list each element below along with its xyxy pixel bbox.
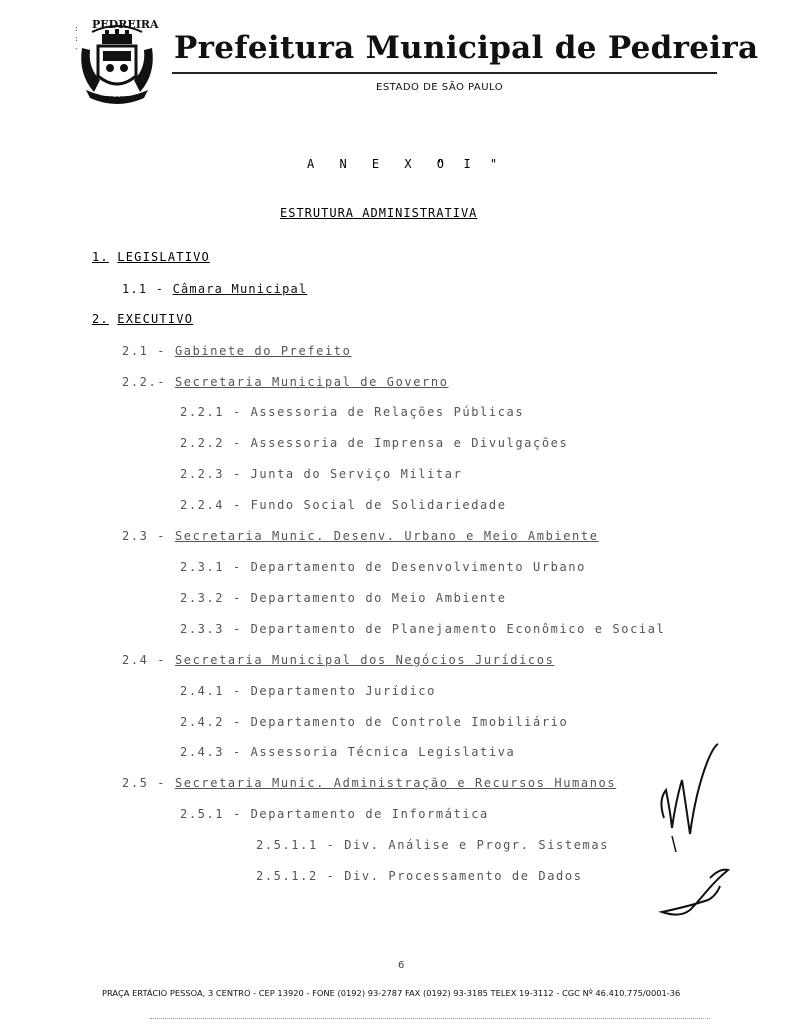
municipal-crest-icon: [78, 18, 156, 106]
item-title: Div. Processamento de Dados: [344, 869, 583, 883]
margin-marks: : : -: [74, 24, 79, 53]
list-item: [180, 745, 515, 759]
list-item: [180, 715, 568, 729]
list-item: [122, 776, 616, 790]
list-item: [256, 838, 609, 852]
item-title: Gabinete do Prefeito: [174, 344, 352, 358]
item-number: 2.3.3 -: [180, 622, 242, 636]
list-item: [180, 405, 524, 419]
section-legislativo: [92, 250, 210, 264]
item-title: Secretaria Municipal dos Negócios Jurídicos: [174, 653, 555, 667]
item-title: Fundo Social de Solidariedade: [250, 498, 507, 512]
list-item: [180, 467, 462, 481]
item-title: Secretaria Munic. Desenv. Urbano e Meio Ambiente: [174, 529, 599, 543]
document-heading: ESTRUTURA ADMINISTRATIVA: [280, 206, 478, 220]
title-underline: [172, 72, 717, 74]
item-number: 2.5.1 -: [180, 807, 242, 821]
item-title: Junta do Serviço Militar: [250, 467, 463, 481]
section-title: EXECUTIVO: [117, 312, 194, 326]
list-item: [122, 282, 307, 296]
item-number: 2.2.-: [122, 375, 167, 389]
item-number: 2.5.1.2 -: [256, 869, 336, 883]
item-title: Departamento de Controle Imobiliário: [250, 715, 569, 729]
item-number: 2.4.3 -: [180, 745, 242, 759]
item-title: Secretaria Municipal de Governo: [174, 375, 449, 389]
annex-label: A N E X O: [307, 157, 454, 171]
section-number: 2.: [92, 312, 109, 326]
list-item: [180, 807, 489, 821]
section-title: LEGISLATIVO: [117, 250, 210, 264]
list-item: [256, 869, 583, 883]
handwritten-signature: [650, 740, 740, 930]
item-number: 2.5.1.1 -: [256, 838, 336, 852]
item-title: Div. Análise e Progr. Sistemas: [344, 838, 609, 852]
item-title: Secretaria Munic. Administração e Recursos Humanos: [174, 776, 617, 790]
list-item: [180, 498, 507, 512]
item-number: 2.2.2 -: [180, 436, 242, 450]
annex-number: " I ": [437, 157, 504, 171]
item-title: Departamento de Informática: [250, 807, 489, 821]
item-number: 2.1 -: [122, 344, 167, 358]
item-title: Assessoria de Relações Públicas: [250, 405, 525, 419]
item-number: 2.2.1 -: [180, 405, 242, 419]
page-number: 6: [398, 960, 405, 971]
item-number: 2.2.3 -: [180, 467, 242, 481]
scan-noise-divider: [150, 1018, 710, 1023]
list-item: [180, 591, 507, 605]
list-item: [180, 622, 665, 636]
item-title: Departamento de Planejamento Econômico e Social: [250, 622, 666, 636]
item-title: Assessoria de Imprensa e Divulgações: [250, 436, 569, 450]
item-title: Departamento Jurídico: [250, 684, 436, 698]
list-item: [122, 344, 351, 358]
section-number: 1.: [92, 250, 109, 264]
list-item: [180, 684, 436, 698]
list-item: [122, 653, 554, 667]
item-number: 2.3 -: [122, 529, 167, 543]
page-subtitle: ESTADO DE SÃO PAULO: [376, 82, 504, 93]
list-item: [180, 560, 586, 574]
item-number: 2.4 -: [122, 653, 167, 667]
item-number: 2.4.1 -: [180, 684, 242, 698]
item-number: 2.5 -: [122, 776, 167, 790]
item-number: 2.3.1 -: [180, 560, 242, 574]
list-item: [122, 375, 449, 389]
item-title: Departamento do Meio Ambiente: [250, 591, 507, 605]
item-number: 2.3.2 -: [180, 591, 242, 605]
footer-address: PRAÇA ERTÁCIO PESSOA, 3 CENTRO - CEP 13920 - FONE (0192) 93-2787 FAX (0192) 93-3185 TELEX 19-3112 - CGC Nº 46.410.775/0001-36: [102, 988, 681, 998]
item-number: 2.4.2 -: [180, 715, 242, 729]
item-number: 2.2.4 -: [180, 498, 242, 512]
crest-banner-text: PEDREIRA: [92, 18, 159, 31]
item-title: Câmara Municipal: [172, 282, 308, 296]
list-item: [122, 529, 599, 543]
section-executivo: [92, 312, 193, 326]
item-title: Assessoria Técnica Legislativa: [250, 745, 516, 759]
item-number: 1.1 -: [122, 282, 165, 296]
list-item: [180, 436, 568, 450]
item-title: Departamento de Desenvolvimento Urbano: [250, 560, 586, 574]
crest-ribbon-text: PEDREIRA: [102, 96, 136, 103]
page-title: Prefeitura Municipal de Pedreira: [174, 30, 759, 66]
